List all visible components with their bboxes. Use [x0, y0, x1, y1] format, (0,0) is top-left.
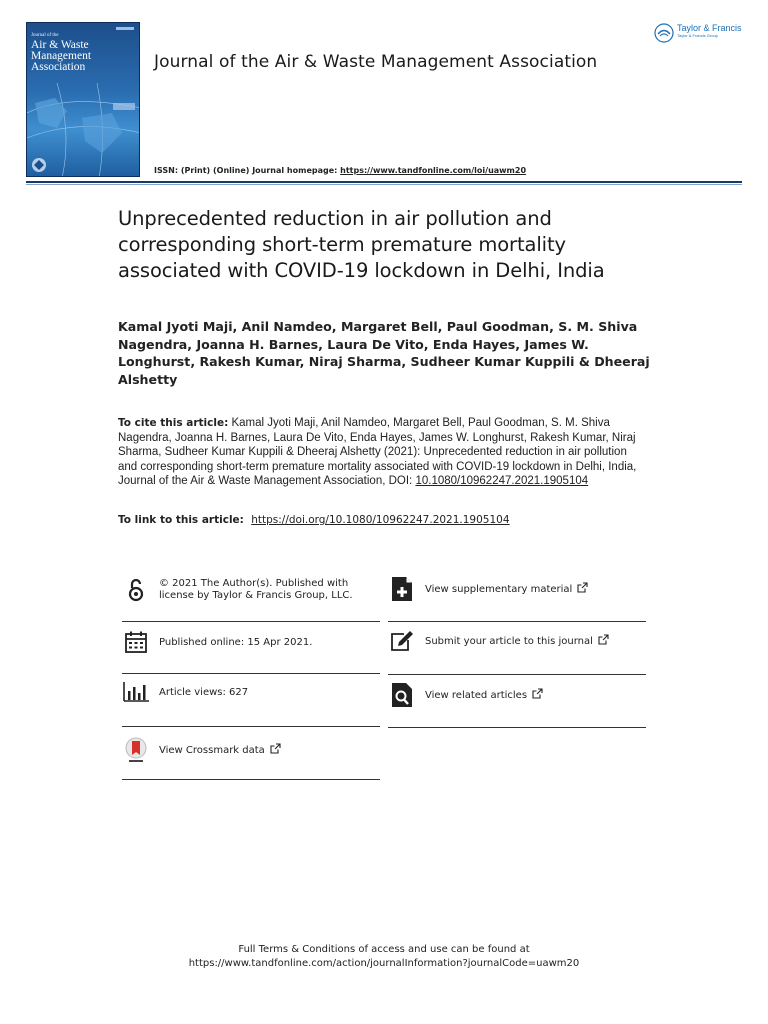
external-link-icon	[598, 634, 609, 648]
journal-cover	[26, 22, 140, 177]
citation-doi-link[interactable]: 10.1080/10962247.2021.1905104	[415, 475, 589, 488]
header-divider	[26, 181, 742, 183]
calendar-icon	[122, 630, 150, 654]
external-link-icon	[532, 688, 543, 702]
grid-divider	[388, 727, 646, 728]
grid-divider	[122, 673, 380, 674]
footer-terms-link[interactable]: https://www.tandfonline.com/action/journalInformation?journalCode=uawm20	[188, 958, 580, 969]
submit-cell[interactable]	[388, 630, 646, 652]
article-link-label: To link to this article:	[118, 514, 244, 526]
crossmark-link[interactable]: View Crossmark data	[159, 744, 265, 756]
document-plus-icon	[388, 576, 416, 602]
license-text: © 2021 The Author(s). Published with license by Taylor & Francis Group, LLC.	[159, 578, 353, 601]
submit-article-link[interactable]: Submit your article to this journal	[425, 635, 593, 647]
license-cell	[122, 578, 377, 602]
grid-divider	[388, 621, 646, 622]
header-divider-thin	[26, 184, 742, 185]
cover-title-line: Management	[31, 50, 92, 62]
publisher-subname: Taylor & Francis Group	[677, 33, 718, 38]
article-link-line	[118, 514, 510, 526]
grid-divider	[388, 674, 646, 675]
cover-title	[31, 40, 137, 73]
cover-globe-graphic	[27, 83, 140, 177]
external-link-icon	[270, 743, 281, 757]
pencil-edit-icon	[388, 630, 416, 652]
issn-line	[154, 166, 526, 175]
crossmark-cell[interactable]	[122, 736, 377, 764]
citation-label: To cite this article:	[118, 417, 229, 429]
grid-divider	[122, 621, 380, 622]
external-link-icon	[577, 582, 588, 596]
grid-divider	[122, 779, 380, 780]
citation-block	[118, 416, 638, 489]
issn-text: ISSN: (Print) (Online) Journal homepage:	[154, 166, 341, 175]
supplementary-cell[interactable]	[388, 576, 646, 602]
publisher-name: Taylor & Francis	[677, 23, 742, 33]
grid-divider	[122, 726, 380, 727]
bar-chart-icon	[122, 682, 150, 702]
supplementary-link[interactable]: View supplementary material	[425, 583, 573, 595]
article-views-text: Article views: 627	[159, 686, 249, 698]
article-doi-link[interactable]: https://doi.org/10.1080/10962247.2021.1905104	[251, 514, 510, 526]
published-date-text: Published online: 15 Apr 2021.	[159, 636, 313, 648]
article-authors: Kamal Jyoti Maji, Anil Namdeo, Margaret Bell, Paul Goodman, S. M. Shiva Nagendra, Joanna H. Barnes, Laura De Vito, Enda Hayes, James W. Longhurst, Rakesh Kumar, Niraj Sharma, Sudheer Kumar Kuppili & Dheeraj Alshetty	[118, 319, 650, 387]
footer-line: Full Terms & Conditions of access and use can be found at	[238, 944, 530, 955]
citation-text: Kamal Jyoti Maji, Anil Namdeo, Margaret Bell, Paul Goodman, S. M. Shiva Nagendra, Joanna H. Barnes, Laura De Vito, Enda Hayes, James W. Longhurst, Rakesh Kumar, Niraj Sharma, Sudheer Kumar Kuppili & Dheeraj Alshetty (2021): Unprecedented reduction in air pollution and corresponding short-term premature mortality associated with COVID-19 lockdown in Delhi, India, Journal of the Air & Waste Management Association, DOI:	[118, 417, 637, 488]
views-cell	[122, 682, 377, 702]
related-cell[interactable]	[388, 682, 646, 708]
search-document-icon	[388, 682, 416, 708]
footer-terms	[0, 943, 768, 971]
cover-title-line: Association	[31, 61, 86, 73]
journal-title: Journal of the Air & Waste Management Association	[154, 52, 598, 72]
cover-small-line: Journal of the	[31, 33, 59, 38]
related-articles-link[interactable]: View related articles	[425, 689, 528, 701]
article-title: Unprecedented reduction in air pollution and corresponding short-term premature mortality associated with COVID-19 lockdown in Delhi, India	[118, 207, 605, 282]
publisher-logo[interactable]	[654, 23, 742, 43]
published-cell	[122, 630, 377, 654]
open-access-icon	[122, 578, 150, 602]
crossmark-icon	[122, 736, 150, 764]
cover-title-line: Air & Waste	[31, 39, 89, 51]
cover-issn-mark	[116, 27, 134, 30]
journal-homepage-link[interactable]: https://www.tandfonline.com/loi/uawm20	[340, 166, 527, 175]
taylor-francis-logo-icon	[654, 23, 674, 43]
